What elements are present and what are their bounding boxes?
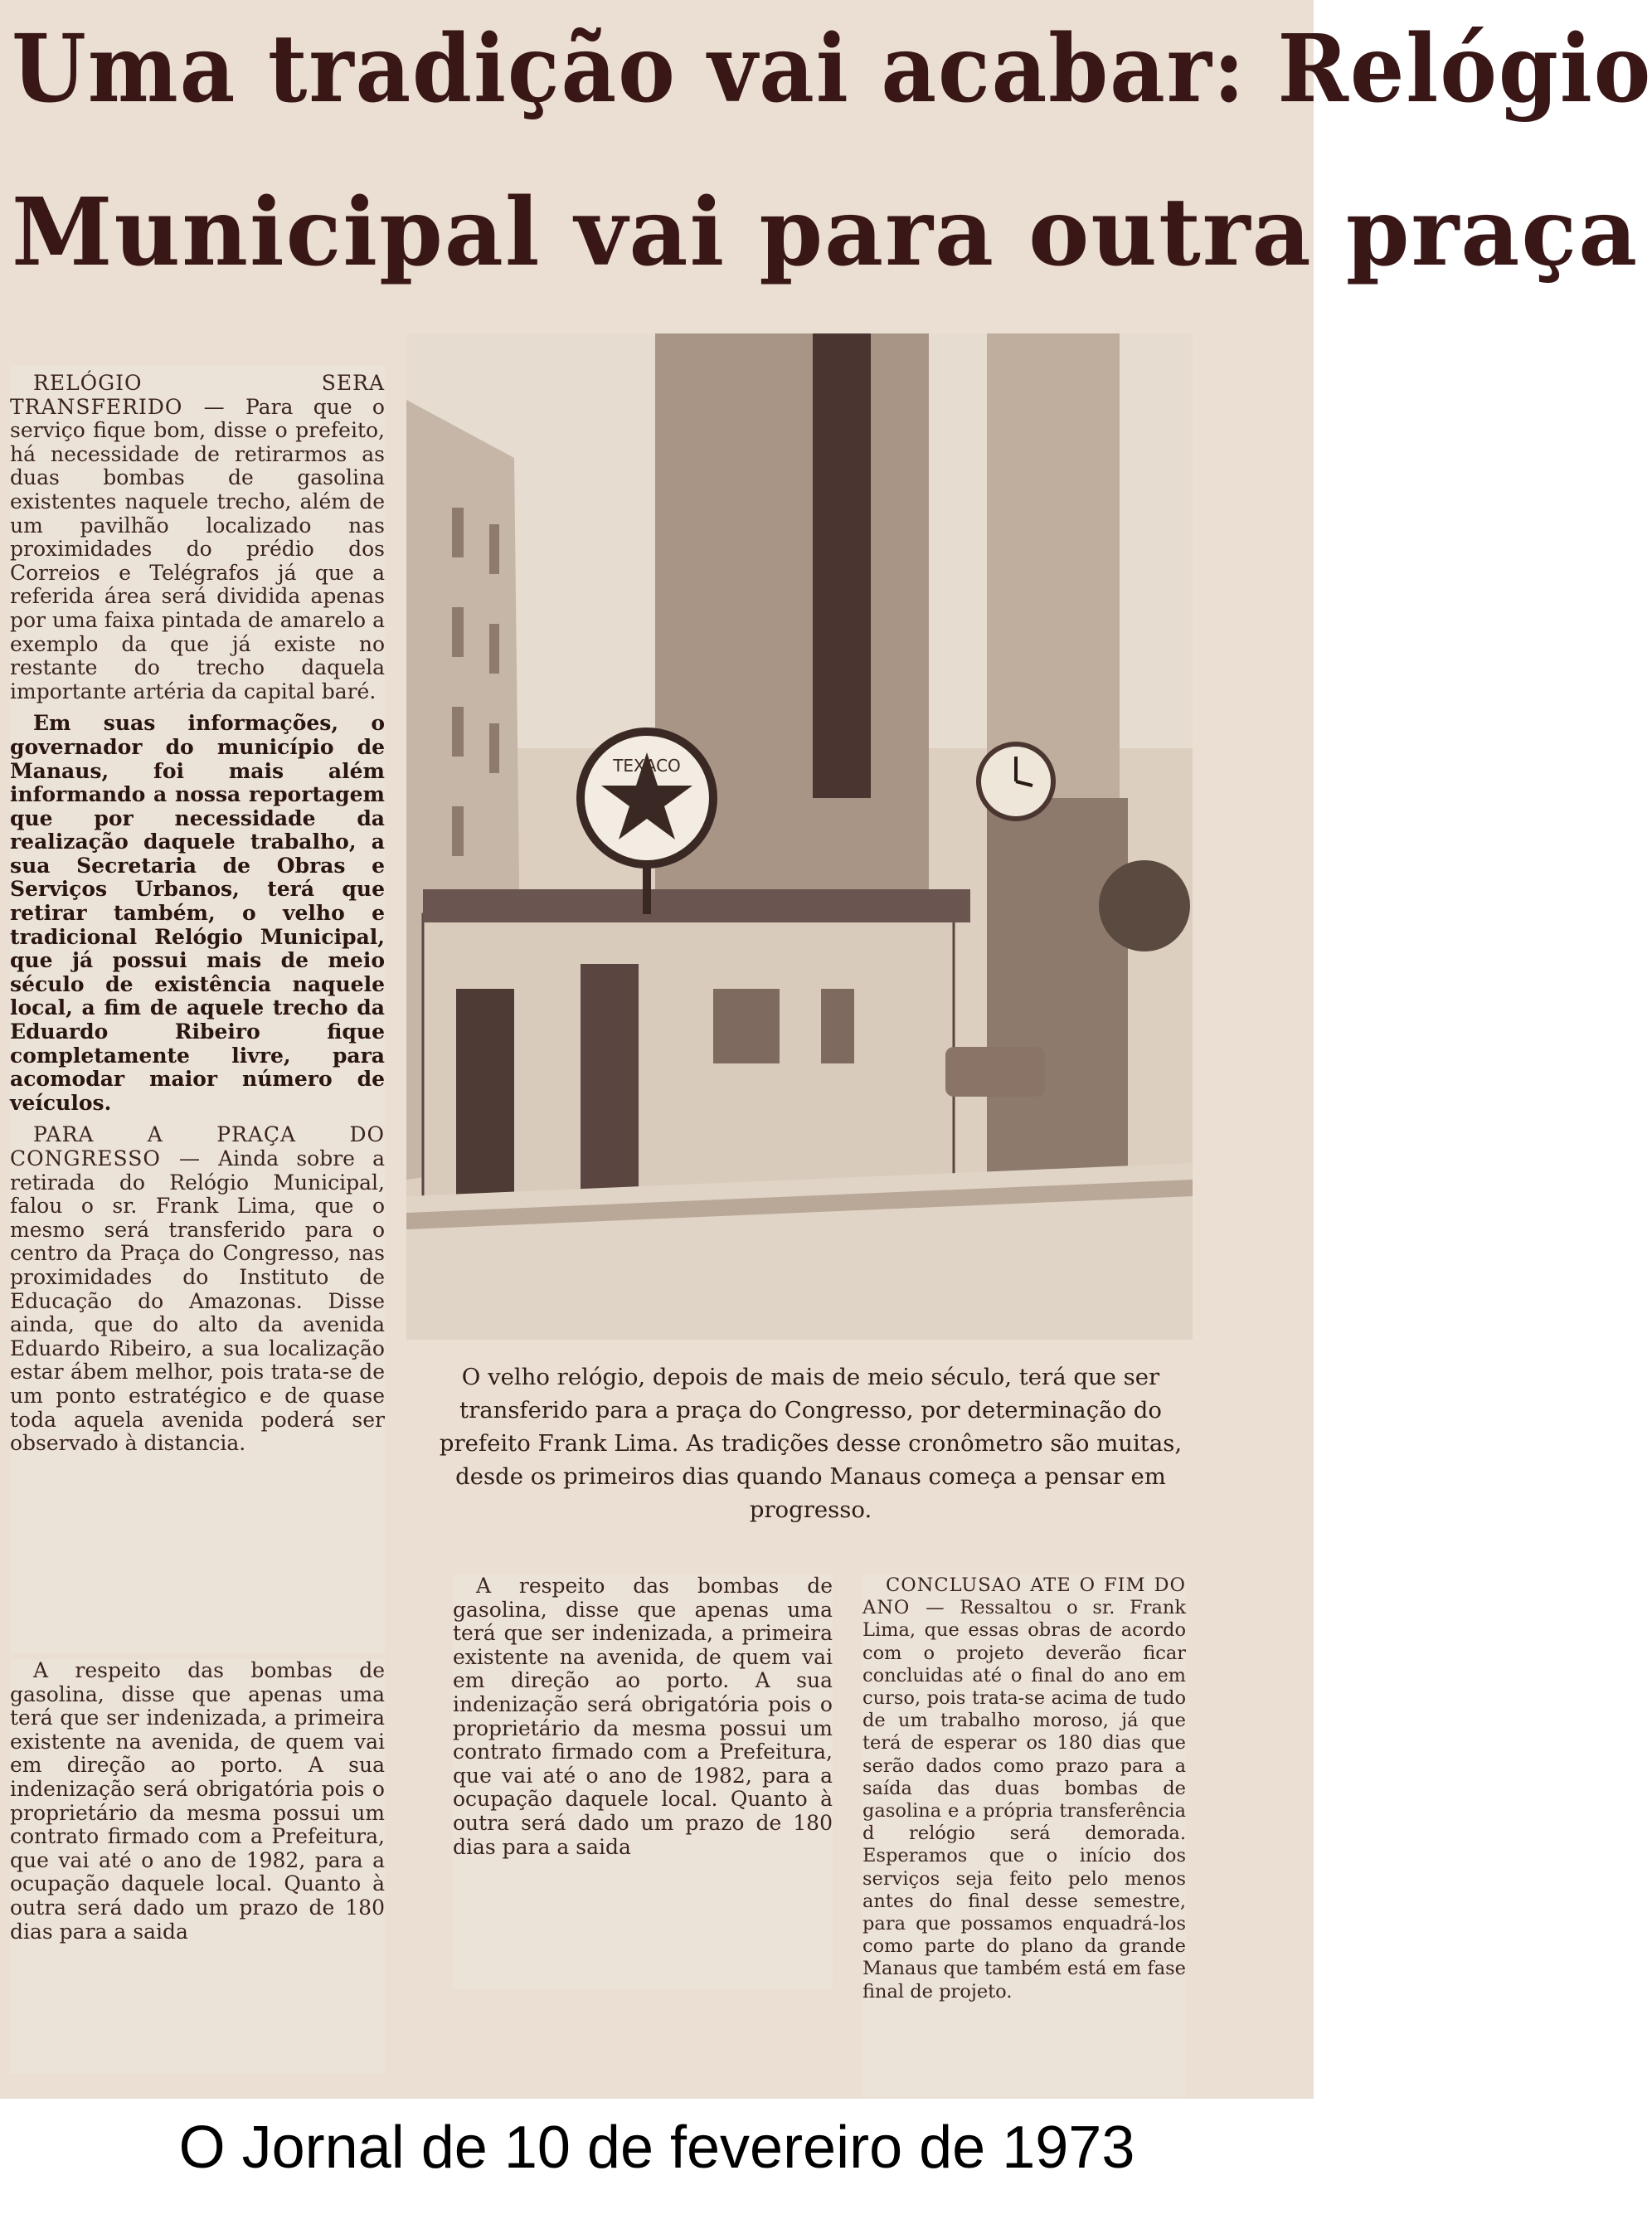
subhead-relogio-transferido: RELÓGIO SERA TRANSFERIDO — xyxy=(10,371,385,419)
left-bottom-column xyxy=(10,1659,385,2074)
paragraph-relogio-transferido xyxy=(10,372,385,703)
paragraph-body: Ressaltou o sr. Frank Lima, que essas obras de acordo com o projeto deverão ficar concluidas até o final do ano em curso, pois trata-se acima de tudo de um trabalho moroso, já que terá de esperar os 180 dias que serão dados como prazo para a saída das duas bombas de gasolina e a própria transferência d relógio será demorada. Esperamos que o início dos serviços seja feito pelo menos antes do final desse semestre, para que possamos enquadrá-los como parte do plano da grande Manaus que também está em fase final de projeto. xyxy=(862,1597,1186,2003)
paragraph-praca-congresso xyxy=(10,1123,385,1455)
headline-line-2: Municipal vai para outra praça xyxy=(12,178,1640,287)
subhead-praca-congresso: PARA A PRAÇA DO CONGRESSO — xyxy=(10,1122,385,1170)
photo-caption: O velho relógio, depois de mais de meio século, terá que ser transferido para a praça do Congresso, por determinação do prefeito Frank Lima. As tradições desse cronômetro são muitas, desde os primeiros dias quando Manaus começa a pensar em progresso. xyxy=(439,1364,1183,1523)
subhead-conclusao: CONCLUSAO ATE O FIM DO ANO — xyxy=(862,1574,1186,1619)
texaco-sign-label: TEXACO xyxy=(613,756,681,776)
middle-bottom-column xyxy=(453,1574,833,1989)
paragraph-bombas-left: A respeito das bombas de gasolina, disse que apenas uma terá que ser indenizada, a primeira existente na avenida, de quem vai em direção ao porto. A sua indenização será obrigatória pois o proprietário da mesma possui um contrato firmado com a Prefeitura, que vai até o ano de 1982, para a ocupação daquele local. Quanto à outra será dado um prazo de 180 dias para a saida xyxy=(10,1658,385,1944)
left-column xyxy=(10,365,385,1653)
paragraph-conclusao xyxy=(862,1574,1186,2003)
headline-line-1: Uma tradição vai acabar: Relógio xyxy=(12,15,1652,124)
street-photo xyxy=(406,333,1193,1340)
clock-tower xyxy=(987,798,1128,1188)
parked-car xyxy=(945,1047,1045,1097)
paragraph-body: Para que o serviço fique bom, disse o prefeito, há necessidade de retirarmos as duas bombas de gasolina existentes naquele trecho, além de um pavilhão localizado nas proximidades do prédio dos Correios e Telégrafos já que a referida área será dividida apenas por uma faixa pintada de amarelo a exemplo da que já existe no restante do trecho daquela importante artéria da capital baré. xyxy=(10,394,385,703)
footer-caption: O Jornal de 10 de fevereiro de 1973 xyxy=(178,2115,1135,2181)
paragraph-body: Ainda sobre a retirada do Relógio Municipal, falou o sr. Frank Lima, que o mesmo será transferido para o centro da Praça do Congresso, nas proximidades do Instituto de Educação do Amazonas. Disse ainda, que do alto da avenida Eduardo Ribeiro, a sua localização estar ábem melhor, pois trata-se de um ponto estratégico e de quase toda aquela avenida poderá ser observado à distancia. xyxy=(10,1146,385,1456)
paragraph-governador: Em suas informações, o governador do município de Manaus, foi mais além informando a nossa reportagem que por necessidade da realização daquele trabalho, a sua Secretaria de Obras e Serviços Urbanos, terá que retirar também, o velho e tradicional Relógio Municipal, que já possui mais de meio século de existência naquele local, a fim de aquele trecho da Eduardo Ribeiro fique completamente livre, para acomodar maior número de veículos. xyxy=(10,711,385,1115)
paragraph-bombas-middle: A respeito das bombas de gasolina, disse que apenas uma terá que ser indenizada, a primeira existente na avenida, de quem vai em direção ao porto. A sua indenização será obrigatória pois o proprietário da mesma possui um contrato firmado com a Prefeitura, que vai até o ano de 1982, para a ocupação daquele local. Quanto à outra será dado um prazo de 180 dias para a saida xyxy=(453,1574,833,1859)
right-bottom-column xyxy=(862,1574,1186,2097)
